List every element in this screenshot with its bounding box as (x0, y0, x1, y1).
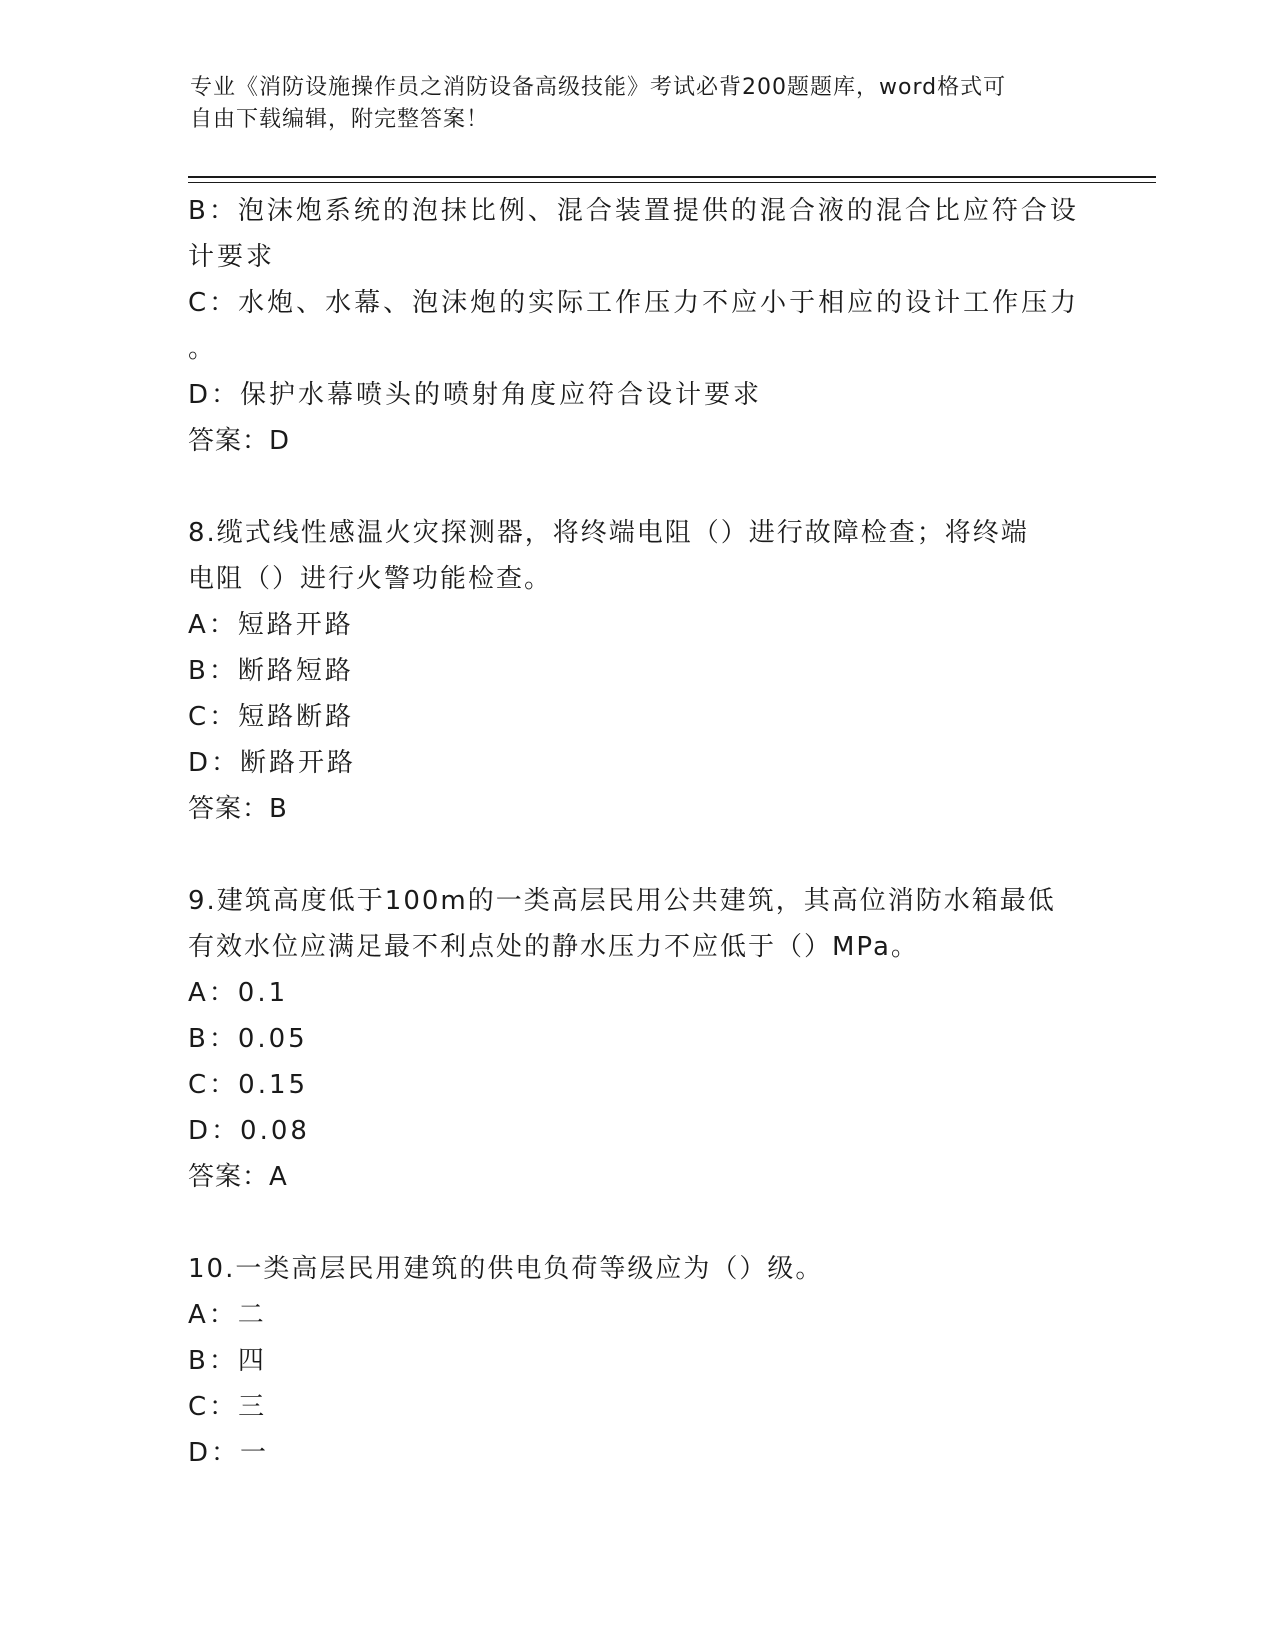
question-stem-line-1: 9.建筑高度低于100m的一类高层民用公共建筑，其高位消防水箱最低 (188, 886, 1056, 916)
option-b: B：0.05 (188, 1024, 308, 1054)
option-c: C：0.15 (188, 1070, 309, 1100)
option-a: A：短路开路 (188, 610, 354, 640)
question-stem-line-1: 10.一类高层民用建筑的供电负荷等级应为（）级。 (188, 1254, 824, 1284)
option-a: A：二 (188, 1300, 267, 1330)
option-b-line-1: B：泡沫炮系统的泡抹比例、混合装置提供的混合液的混合比应符合设 (188, 196, 1079, 226)
option-c-line-1: C：水炮、水幕、泡沫炮的实际工作压力不应小于相应的设计工作压力 (188, 288, 1080, 318)
question-10 (188, 1246, 1088, 1476)
header-line-1: 专业《消防设施操作员之消防设备高级技能》考试必背200题题库，word格式可 (190, 75, 1007, 100)
document-body (188, 188, 1088, 1476)
question-8 (188, 510, 1088, 832)
question-stem-line-2: 有效水位应满足最不利点处的静水压力不应低于（）MPa。 (188, 932, 919, 962)
option-c: C：三 (188, 1392, 268, 1422)
option-c: C：短路断路 (188, 702, 355, 732)
answer: 答案：A (188, 1162, 288, 1192)
option-b: B：断路短路 (188, 656, 354, 686)
question-9 (188, 878, 1088, 1200)
header-divider-thick (188, 176, 1156, 178)
option-d: D：断路开路 (188, 748, 357, 778)
option-d: D：0.08 (188, 1116, 310, 1146)
answer: 答案：B (188, 794, 288, 824)
question-stem-line-2: 电阻（）进行火警功能检查。 (188, 564, 553, 594)
option-c-line-2: 。 (188, 334, 218, 364)
question-7-continued (188, 188, 1088, 464)
option-b-line-2: 计要求 (188, 242, 276, 272)
option-b: B：四 (188, 1346, 267, 1376)
header-divider-thin (188, 182, 1156, 183)
document-header (190, 72, 1070, 136)
question-stem-line-1: 8.缆式线性感温火灾探测器，将终端电阻（）进行故障检查；将终端 (188, 518, 1029, 548)
answer: 答案：D (188, 426, 291, 456)
option-a: A：0.1 (188, 978, 289, 1008)
option-d: D：一 (188, 1438, 270, 1468)
header-line-2: 自由下载编辑，附完整答案！ (190, 107, 490, 132)
option-d: D：保护水幕喷头的喷射角度应符合设计要求 (188, 380, 763, 410)
